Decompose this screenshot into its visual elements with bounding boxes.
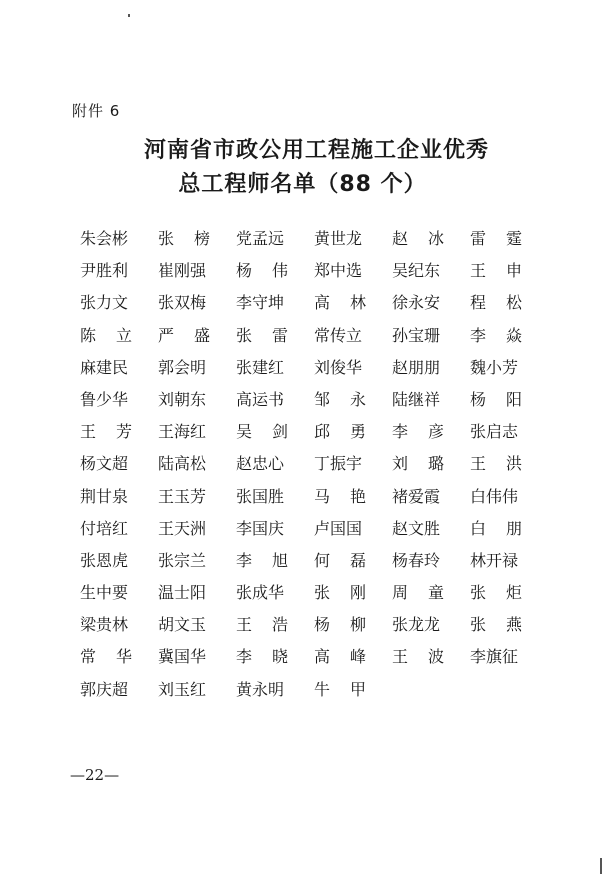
name-entry: 张 刚: [314, 583, 366, 603]
scan-speck: [600, 858, 602, 874]
name-entry: 赵朋朋: [392, 357, 441, 377]
name-entry: 褚爱霞: [392, 486, 441, 506]
name-entry: 冀国华: [158, 647, 207, 667]
name-entry: 荆甘泉: [80, 486, 129, 506]
name-entry: 牛 甲: [314, 679, 366, 699]
title-line-2: 总工程师名单（88 个）: [178, 172, 427, 197]
name-entry: 张 燕: [470, 615, 522, 635]
name-entry: 赵 冰: [392, 229, 444, 248]
name-entry: 党孟远: [236, 229, 285, 248]
name-entry: 郭庆超: [80, 679, 129, 699]
name-entry: 赵文胜: [392, 518, 441, 538]
name-entry: 李国庆: [236, 518, 285, 538]
name-entry: 李 旭: [236, 550, 288, 570]
name-entry: 常 华: [80, 647, 132, 667]
name-entry: 黄永明: [236, 679, 285, 699]
name-entry: 黄世龙: [314, 229, 363, 248]
name-entry: 张 榜: [158, 229, 210, 248]
name-entry: 高 林: [314, 293, 366, 313]
name-entry: 麻建民: [80, 357, 129, 377]
name-entry: 鲁少华: [80, 389, 129, 409]
name-entry: 白伟伟: [470, 486, 519, 506]
name-entry: 常传立: [314, 325, 363, 345]
name-entry: 李守坤: [236, 293, 285, 313]
name-entry: 赵忠心: [236, 454, 285, 474]
name-entry: 刘俊华: [314, 357, 363, 377]
name-entry: 张力文: [80, 293, 129, 313]
name-entry: 林开禄: [470, 550, 519, 570]
page-number: —22—: [70, 766, 120, 784]
name-entry: 刘 璐: [392, 454, 444, 474]
name-entry: 马 艳: [314, 486, 366, 506]
name-entry: 李 晓: [236, 647, 288, 667]
name-entry: 白 朋: [470, 518, 522, 538]
name-entry: 张龙龙: [392, 615, 441, 635]
name-entry: 王 洪: [470, 454, 522, 474]
name-entry: 张成华: [236, 583, 285, 603]
name-entry: 付培红: [80, 518, 129, 538]
name-entry: 李 焱: [470, 325, 522, 345]
name-entry: 杨春玲: [392, 550, 441, 570]
name-list: [80, 226, 548, 709]
name-entry: 王 芳: [80, 422, 132, 442]
name-entry: 丁振宇: [314, 454, 363, 474]
name-entry: 吴纪东: [392, 261, 441, 281]
name-entry: 魏小芳: [470, 357, 519, 377]
name-entry: 李 彦: [392, 422, 444, 442]
name-entry: 温士阳: [158, 583, 207, 603]
name-entry: 王海红: [158, 422, 207, 442]
name-entry: 陆继祥: [392, 389, 441, 409]
name-entry: 王玉芳: [158, 486, 207, 506]
name-entry: 严 盛: [158, 325, 210, 345]
name-entry: 王 申: [470, 261, 522, 281]
name-entry: 崔刚强: [158, 261, 207, 281]
name-entry: 王 浩: [236, 615, 288, 635]
name-entry: 梁贵林: [80, 615, 129, 635]
name-entry: 王天洲: [158, 518, 207, 538]
name-entry: 尹胜利: [80, 261, 129, 281]
name-entry: 杨 阳: [470, 389, 522, 409]
name-entry: 朱会彬: [80, 229, 129, 248]
name-entry: 张 雷: [236, 325, 288, 345]
name-entry: 王 波: [392, 647, 444, 667]
name-entry: 郭会明: [158, 357, 207, 377]
name-entry: 张国胜: [236, 486, 285, 506]
name-entry: 胡文玉: [158, 615, 207, 635]
name-entry: 张启志: [470, 422, 519, 442]
name-entry: 生中要: [80, 583, 129, 603]
name-entry: 雷 霆: [470, 229, 522, 248]
name-entry: 张恩虎: [80, 550, 129, 570]
name-entry: 刘玉红: [158, 679, 207, 699]
name-entry: 陈 立: [80, 325, 132, 345]
name-entry: 张宗兰: [158, 550, 207, 570]
name-entry: 周 童: [392, 583, 444, 603]
name-entry: 张 炬: [470, 583, 522, 603]
name-entry: 徐永安: [392, 293, 441, 313]
scan-speck: [128, 14, 130, 17]
name-entry: 高 峰: [314, 647, 366, 667]
annex-label: 附件 6: [72, 102, 121, 120]
name-entry: 邹 永: [314, 389, 366, 409]
name-entry: 程 松: [470, 293, 522, 313]
name-entry: 高运书: [236, 389, 285, 409]
name-entry: 邱 勇: [314, 422, 366, 442]
name-entry: 杨文超: [80, 454, 129, 474]
name-entry: 孙宝珊: [392, 325, 441, 345]
name-entry: 杨 伟: [236, 261, 288, 281]
name-entry: 何 磊: [314, 550, 366, 570]
name-entry: 张建红: [236, 357, 285, 377]
name-entry: 陆高松: [158, 454, 207, 474]
name-entry: 李旗征: [470, 647, 519, 667]
name-entry: 卢国国: [314, 518, 363, 538]
name-entry: 郑中选: [314, 261, 363, 281]
name-entry: 刘朝东: [158, 389, 207, 409]
name-entry: 张双梅: [158, 293, 207, 313]
name-entry: 杨 柳: [314, 615, 366, 635]
name-entry: 吴 剑: [236, 422, 288, 442]
title-line-1: 河南省市政公用工程施工企业优秀: [143, 138, 489, 163]
